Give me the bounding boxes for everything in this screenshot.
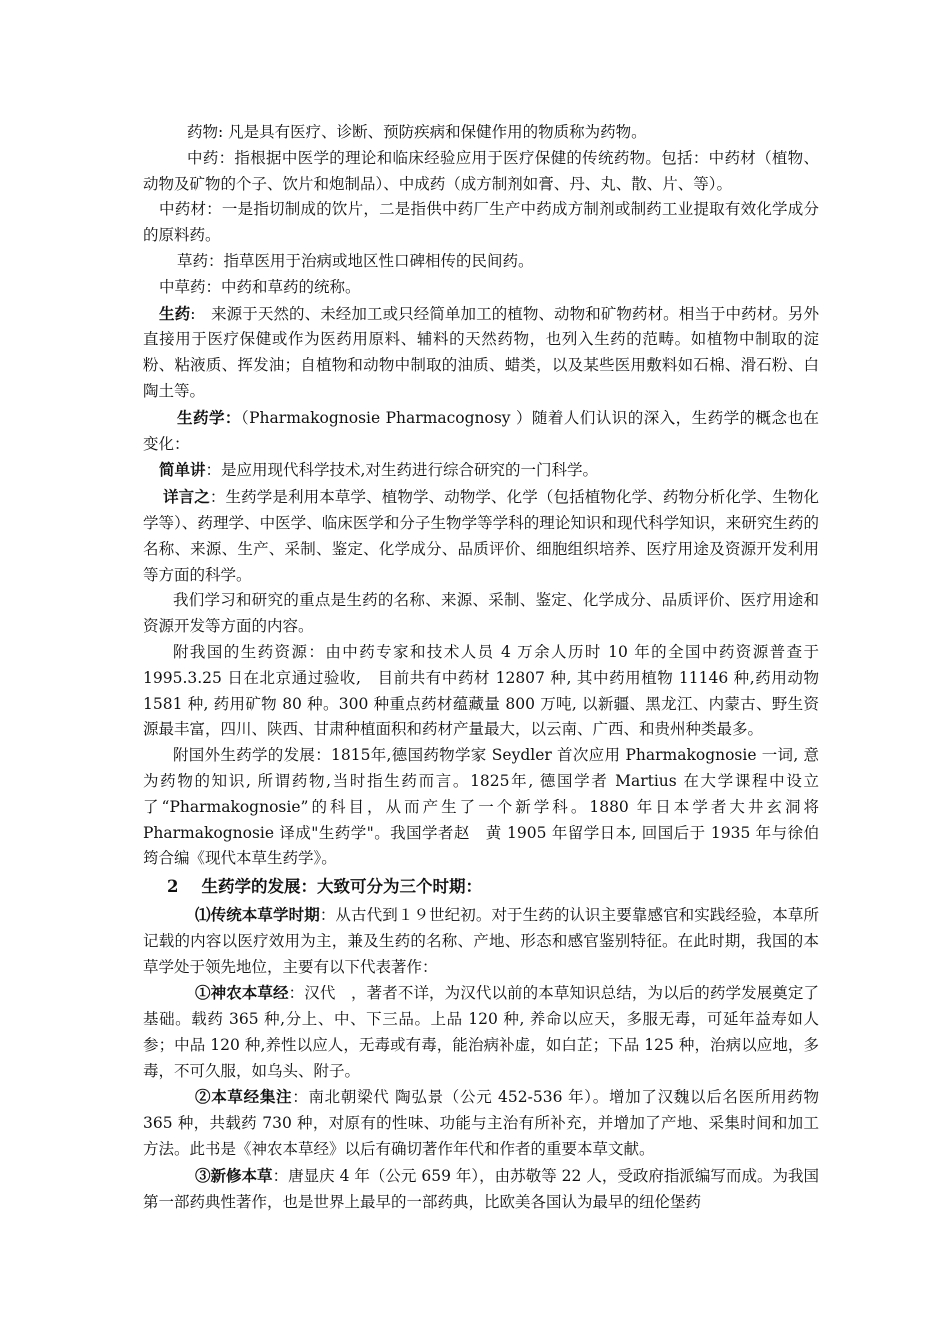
paragraph-text: 附我国的生药资源：由中药专家和技术人员 4 万余人历时 10 年的全国中药资源普查于 1995.3.25 日在北京通过验收, 目前共有中药材 12807 种, 其中药用植物 11146 种,药用动物 1581 种, 药用矿物 80 种。300 种重点药材蕴藏量 800 万吨, 以新疆、黑龙江、内蒙古、野生资源最丰富，四川、陕西、甘肃种植面积和药材产量最大，以云南、广西、和贵州种类最多。: [143, 642, 819, 739]
paragraph-herbs: [143, 249, 819, 275]
term-simple: 简单讲: [159, 460, 206, 480]
term-detailed: 详言之: [163, 487, 210, 507]
paragraph-xinxiu-bencao: [143, 1163, 819, 1216]
paragraph-bencao-jizhu: [143, 1084, 819, 1162]
paragraph-text: ：南北朝梁代 陶弘景（公元 452-536 年）。增加了汉魏以后名医所用药物 365 种，共载药 730 种，对原有的性味、功能与主治有所补充，并增加了产地、采集时间和加工方法。此书是《神农本草经》以后有确切著作年代和作者的重要本草文献。: [143, 1088, 819, 1159]
section-title: 生药学的发展：大致可分为三个时期：: [201, 877, 482, 897]
paragraph-foreign-development: [143, 743, 819, 872]
paragraph-text: 中草药：中药和草药的统称。: [159, 277, 361, 296]
paragraph-text: 附国外生药学的发展：1815年,德国药物学家 Seydler 首次应用 Pharmakognosie 一词, 意为药物的知识, 所谓药物,当时指生药而言。1825年, 德国学者 Martius 在大学课程中设立了“Pharmakognosie”的科目，从而产生了一个新学科。1880 年日本学者大井玄洞将 Pharmakognosie 译成"生药学"。我国学者赵 黄 1905 年留学日本, 回国后于 1935 年与徐伯筠合编《现代本草生药学》。: [143, 746, 819, 868]
paragraph-text: 草药：指草医用于治病或地区性口碑相传的民间药。: [177, 251, 534, 270]
term-pharmacognosy: 生药学：: [177, 407, 241, 427]
term-shennong: ①神农本草经: [195, 983, 289, 1003]
document-page: [143, 120, 819, 1215]
paragraph-text: ：从古代到１９世纪初。对于生药的认识主要靠感官和实践经验，本草所记载的内容以医疗效用为主，兼及生药的名称、产地、形态和感官鉴别特征。在此时期，我国的本草学处于领先地位，主要有以下代表著作：: [143, 905, 819, 976]
paragraph-shennong: [143, 980, 819, 1084]
paragraph-pharmacognosy: [143, 405, 819, 458]
paragraph-domestic-resources: [143, 640, 819, 743]
paragraph-text: ：是应用现代科学技术,对生药进行综合研究的一门科学。: [205, 461, 598, 480]
paragraph-study-focus: [143, 588, 819, 640]
paragraph-detailed: [143, 484, 819, 588]
term-xinxiu-bencao: ③新修本草: [195, 1165, 273, 1185]
paragraph-text: : 凡是具有医疗、诊断、预防疾病和保健作用的物质称为药物。: [218, 123, 647, 141]
section-number: 2: [167, 877, 179, 897]
paragraph-text: ：唐显庆 4 年（公元 659 年），由苏敬等 22 人，受政府指派编写而成。为我国第一部药典性著作，也是世界上最早的一部药典，比欧美各国认为最早的纽伦堡药: [143, 1166, 819, 1211]
paragraph-traditional-period: [143, 902, 819, 980]
paragraph-text: ：汉代 ，著者不详，为汉代以前的本草知识总结，为以后的药学发展奠定了基础。载药 365 种,分上、中、下三品。上品 120 种, 养命以应天，多服无毒，可延年益寿如人参；中品 120 种,养性以应人，无毒或有毒，能治病补虚，如白芷；下品 125 种，治病以应地，多毒，不可久服，如乌头、附子。: [143, 984, 819, 1080]
paragraph-text: ：生药学是利用本草学、植物学、动物学、化学（包括植物化学、药物分析化学、生物化学等）、药理学、中医学、临床医学和分子生物学等学科的理论知识和现代科学知识，来研究生药的名称、来源、生产、采制、鉴定、化学成分、品质评价、细胞组织培养、医疗用途及资源开发利用等方面的科学。: [143, 488, 819, 584]
paragraph-tcm-materials: [143, 197, 819, 249]
paragraph-text: : 来源于天然的、未经加工或只经简单加工的植物、动物和矿物药材。相当于中药材。另外直接用于医疗保健或作为医药用原料、辅料的天然药物，也列入生药的范畴。如植物中制取的淀粉、粘液质、挥发油；自植物和动物中制取的油质、蜡类，以及某些医用敷料如石棉、滑石粉、白陶土等。: [143, 304, 819, 400]
term-crude-drug: 生药: [159, 303, 191, 323]
paragraph-text: 中药材：一是指切制成的饮片，二是指供中药厂生产中药成方制剂或制药工业提取有效化学成分的原料药。: [143, 200, 819, 245]
paragraph-crude-drug: [143, 301, 819, 405]
term-bencao-jizhu: ②本草经集注: [195, 1087, 293, 1107]
term-traditional-period: ⑴传统本草学时期: [195, 904, 320, 924]
term-drug: 药物: [187, 123, 219, 141]
paragraph-chinese-herbs: [143, 275, 819, 301]
paragraph-simple: [143, 457, 819, 484]
paragraph-text: （Pharmakognosie Pharmacognosy ）随着人们认识的深入，生药学的概念也在变化：: [143, 408, 819, 453]
paragraph-text: 我们学习和研究的重点是生药的名称、来源、采制、鉴定、化学成分、品质评价、医疗用途和资源开发等方面的内容。: [143, 591, 819, 636]
paragraph-drug-definition: [143, 120, 819, 146]
section-heading: [143, 874, 819, 900]
paragraph-tcm-definition: [143, 146, 819, 198]
paragraph-text: 中药：指根据中医学的理论和临床经验应用于医疗保健的传统药物。包括：中药材（植物、动物及矿物的个子、饮片和炮制品）、中成药（成方制剂如膏、丹、丸、散、片、等）。: [143, 148, 819, 193]
